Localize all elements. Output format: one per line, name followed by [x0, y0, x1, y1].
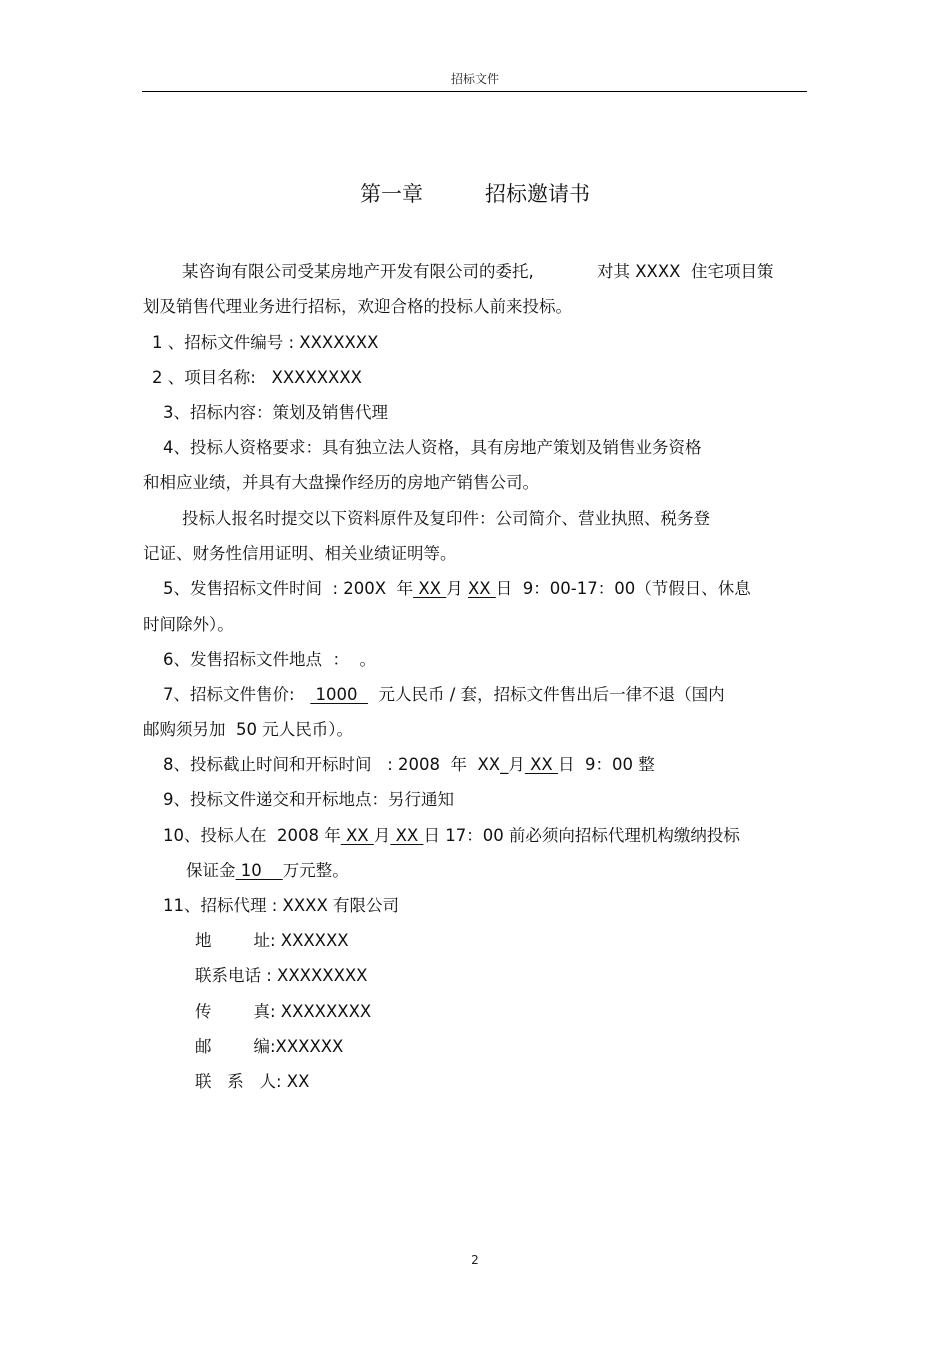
intro-line-2: 划及销售代理业务进行招标，欢迎合格的投标人前来投标。	[143, 297, 572, 316]
fax-value: : XXXXXXXX	[269, 1002, 372, 1021]
item-4-line-1: 4、投标人资格要求：具有独立法人资格，具有房地产策划及销售业务资格	[163, 438, 702, 457]
item-8-day-blank: XX	[524, 755, 558, 774]
item-11: 11、招标代理 : XXXX 有限公司	[163, 896, 400, 915]
item-7-line-1	[163, 684, 725, 706]
item-7-suffix: 元人民币 / 套，招标文件售出后一律不退（国内	[368, 685, 725, 704]
item-1: 1 、招标文件编号 : XXXXXXX	[152, 333, 379, 352]
item-5-line-2: 时间除外）。	[143, 615, 234, 634]
item-7-price-blank: 1000	[310, 685, 369, 704]
contact-postcode	[195, 1036, 343, 1058]
item-8-suffix: 日 9：00 整	[557, 755, 655, 774]
contact-fax	[195, 1001, 371, 1023]
person-label: 联 系 人	[195, 1072, 276, 1091]
item-3: 3、招标内容：策划及销售代理	[163, 403, 388, 422]
item-5-prefix: 5、发售招标文件时间 : 200X 年	[163, 579, 414, 598]
item-10-line-1	[163, 825, 740, 847]
deposit-label: 保证金	[186, 861, 236, 880]
chapter-heading	[0, 178, 950, 208]
materials-line-1: 投标人报名时提交以下资料原件及复印件：公司简介、营业执照、税务登	[182, 509, 710, 528]
contact-phone	[195, 965, 367, 987]
fax-label: 传 真	[195, 1002, 270, 1021]
chapter-title: 招标邀请书	[485, 182, 590, 206]
running-header: 招标文件	[450, 72, 499, 86]
address-label: 地 址	[195, 931, 270, 950]
phone-label: 联系电话	[195, 966, 261, 985]
item-8-prefix: 8、投标截止时间和开标时间 : 2008 年 XX_月	[163, 755, 525, 774]
intro-line-1b: 对其 XXXX 住宅项目策	[597, 262, 774, 281]
deposit-amount-blank: 10	[235, 861, 283, 880]
item-7-prefix: 7、招标文件售价:	[163, 685, 311, 704]
header-rule	[142, 91, 807, 92]
phone-value: : XXXXXXXX	[261, 966, 368, 985]
item-4-line-2: 和相应业绩，并具有大盘操作经历的房地产销售公司。	[143, 473, 539, 492]
item-5-month-blank: XX	[413, 579, 447, 598]
materials-line-2: 记证、财务性信用证明、相关业绩证明等。	[143, 544, 457, 563]
item-9: 9、投标文件递交和开标地点：另行通知	[163, 790, 454, 809]
intro-line-1a: 某咨询有限公司受某房地产开发有限公司的委托,	[182, 262, 534, 281]
contact-person	[195, 1071, 309, 1093]
item-7-line-2: 邮购须另加 50 元人民币）。	[143, 720, 353, 739]
item-10-day-blank: XX	[390, 826, 424, 845]
item-10-month-unit: 月	[373, 826, 391, 845]
item-10-month-blank: XX	[340, 826, 374, 845]
item-10-suffix: 日 17：00 前必须向招标代理机构缴纳投标	[423, 826, 740, 845]
postcode-label: 邮 编	[195, 1037, 270, 1056]
item-10-prefix: 10、投标人在 2008 年	[163, 826, 341, 845]
person-value: : XX	[275, 1072, 310, 1091]
item-5-suffix: 日 9：00-17：00（节假日、休息	[495, 579, 751, 598]
deposit-unit: 万元整。	[282, 861, 349, 880]
address-value: : XXXXXX	[269, 931, 349, 950]
item-2: 2 、项目名称: XXXXXXXX	[152, 368, 362, 387]
chapter-number: 第一章	[360, 182, 423, 206]
item-5-day-blank: XX	[467, 579, 496, 598]
item-6: 6、发售招标文件地点 ： 。	[163, 650, 376, 669]
item-5-month-unit: 月	[446, 579, 468, 598]
contact-address	[195, 930, 349, 952]
item-10-line-2	[186, 860, 349, 882]
page-number: 2	[471, 1253, 479, 1267]
item-5-line-1	[163, 578, 751, 600]
postcode-value: :XXXXXX	[269, 1037, 344, 1056]
item-8	[163, 754, 655, 776]
